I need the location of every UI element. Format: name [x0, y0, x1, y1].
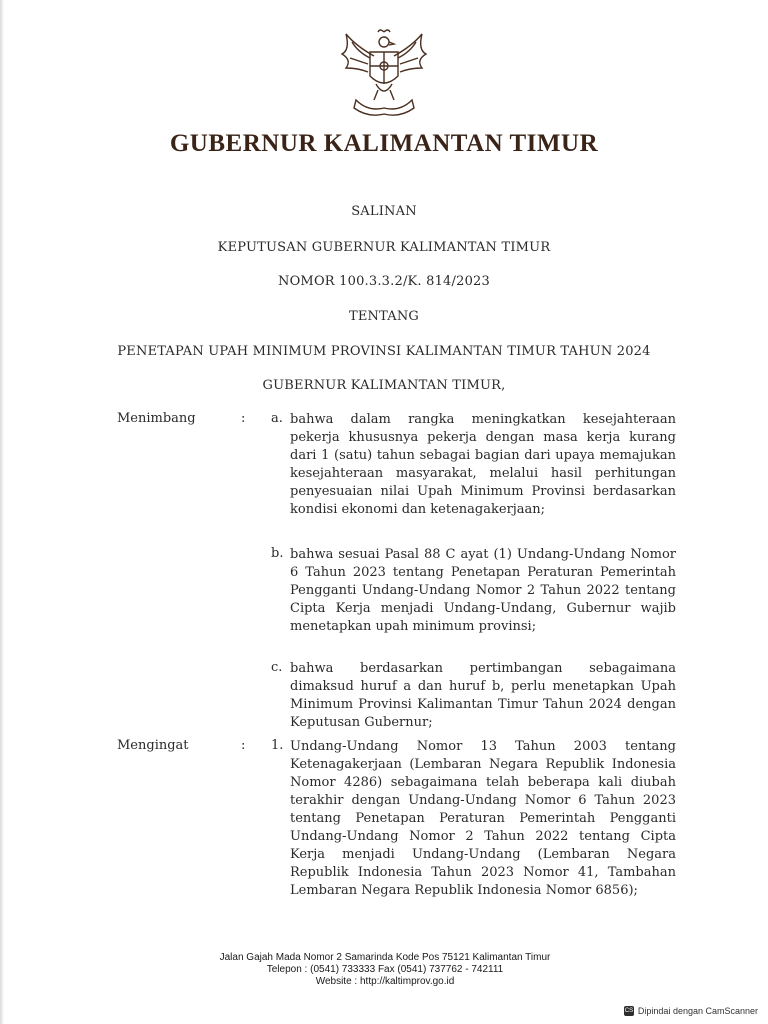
camscanner-text: Dipindai dengan CamScanner [637, 1006, 758, 1016]
camscanner-badge [624, 1004, 758, 1018]
mengingat-colon: : [241, 738, 246, 753]
footer-website: Website : http://kaltimprov.go.id [315, 976, 455, 987]
menimbang-item-b: bahwa sesuai Pasal 88 C ayat (1) Undang-Undang Nomor 6 Tahun 2023 tentang Penetapan Peraturan Pemerintah Pengganti Undang-Undang Nomor 2 Tahun 2022 tentang Cipta Kerja menjadi Undang-Undang, Gubernur wajib menetapkan upah minimum provinsi; [290, 547, 676, 634]
footer-phone: Telepon : (0541) 733333 Fax (0541) 737762 - 742111 [266, 964, 504, 975]
governor-title: GUBERNUR KALIMANTAN TIMUR [169, 130, 599, 157]
mengingat-marker-1: 1. [271, 738, 284, 753]
garuda-emblem-icon [334, 28, 434, 120]
menimbang-marker-b: b. [271, 546, 284, 561]
salinan-label: SALINAN [351, 204, 417, 219]
tentang-label: TENTANG [348, 309, 420, 324]
footer-address: Jalan Gajah Mada Nomor 2 Samarinda Kode Pos 75121 Kalimantan Timur [219, 952, 551, 963]
menimbang-marker-c: c. [271, 660, 283, 675]
camscanner-icon: CS [624, 1008, 634, 1014]
menimbang-item-a: bahwa dalam rangka meningkatkan kesejahteraan pekerja khususnya pekerja dengan masa kerja kurang dari 1 (satu) tahun sebagai bagian dari upaya memajukan kesejahteraan masyarakat, melalui hasil perhitungan penyesuaian nilai Upah Minimum Provinsi berdasarkan kondisi ekonomi dan ketenagakerjaan; [290, 412, 676, 517]
mengingat-label: Mengingat [117, 738, 189, 753]
decree-subject: PENETAPAN UPAH MINIMUM PROVINSI KALIMANTAN TIMUR TAHUN 2024 [117, 344, 651, 359]
mengingat-item-1: Undang-Undang Nomor 13 Tahun 2003 tentang Ketenagakerjaan (Lembaran Negara Republik Indonesia Nomor 4286) sebagaimana telah beberapa kali diubah terakhir dengan Undang-Undang Nomor 6 Tahun 2023 tentang Penetapan Peraturan Pemerintah Pengganti Undang-Undang Nomor 2 Tahun 2022 tentang Cipta Kerja menjadi Undang-Undang (Lembaran Negara Republik Indonesia Tahun 2023 Nomor 41, Tambahan Lembaran Negara Republik Indonesia Nomor 6856); [290, 739, 676, 898]
menimbang-item-c: bahwa berdasarkan pertimbangan sebagaimana dimaksud huruf a dan huruf b, perlu menetapkan Upah Minimum Provinsi Kalimantan Timur Tahun 2024 dengan Keputusan Gubernur; [290, 661, 676, 730]
decree-title: KEPUTUSAN GUBERNUR KALIMANTAN TIMUR [217, 240, 551, 255]
menimbang-marker-a: a. [271, 411, 283, 426]
menimbang-colon: : [241, 411, 246, 426]
menimbang-label: Menimbang [117, 411, 196, 426]
decree-number: NOMOR 100.3.3.2/K. 814/2023 [278, 274, 490, 289]
authority-line: GUBERNUR KALIMANTAN TIMUR, [262, 378, 506, 393]
